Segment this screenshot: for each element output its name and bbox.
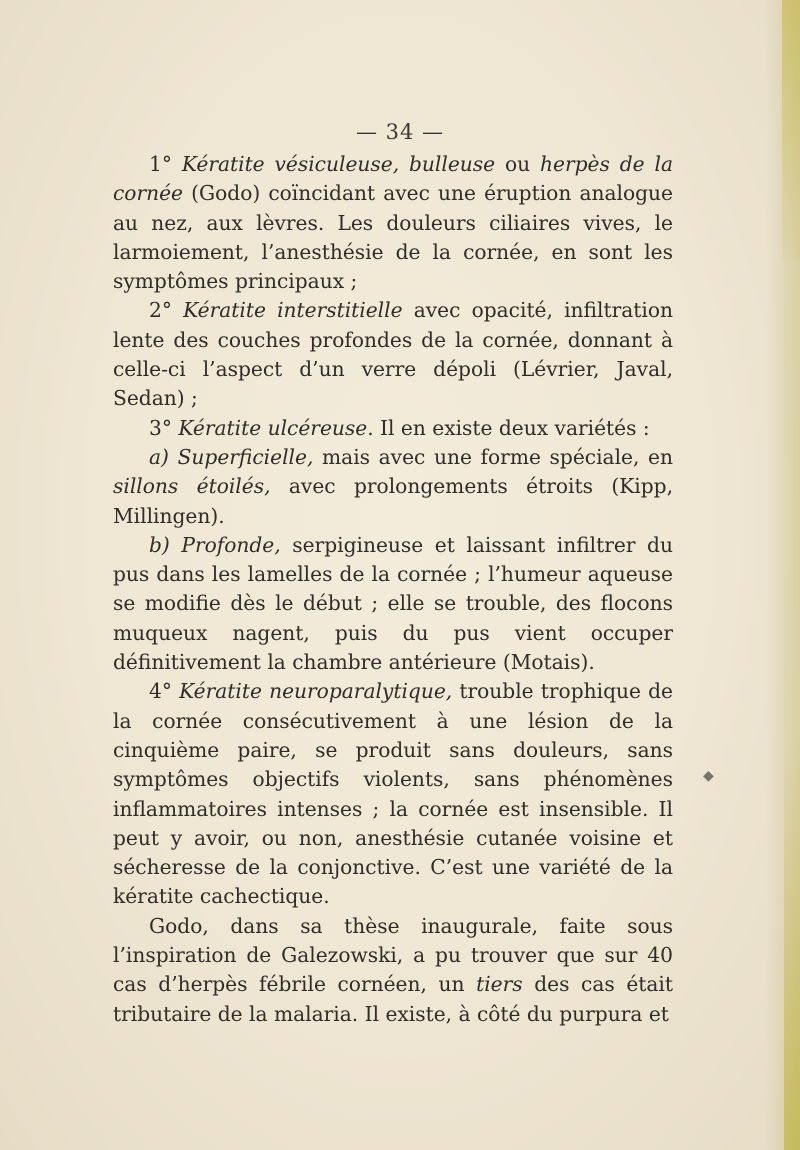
italic-run: a) [149,444,178,469]
text-run: Il en existe deux variétés : [373,415,650,440]
italic-run: Kératite interstitielle [183,298,403,323]
text-run: avec prolongements étroits (Kipp, Millingen). [113,474,674,528]
italic-run: Kératite ulcéreuse. [178,415,374,440]
text-run: 2° [149,298,184,323]
page-edge-stain-bottom [784,730,800,1150]
paragraph [113,531,673,677]
text-run: 3° [149,415,179,440]
paragraph [113,296,673,413]
text-run: serpigineuse et laissant infiltrer du pus dans les lamelles de la cornée ; l’humeur aqueuse se modifie dès le début ; elle se trouble, des flocons muqueux nagent, puis du pus vient occuper définitivement la chambre antérieure (Motais). [113,532,673,675]
paragraph [113,677,673,911]
text-run: ou [495,152,541,176]
text-run: 1° [149,152,182,176]
paragraph [113,443,673,531]
italic-run: Kératite neuroparalytique, [179,679,453,704]
text-run: des cas était tributaire de la malaria. Il existe, à côté du purpura et [113,972,673,1026]
body-text [113,150,673,1029]
ink-speck: ◆ [703,768,714,784]
paragraph [113,414,673,443]
italic-run: herpès de la cornée [113,152,673,206]
text-run: avec opacité, infiltration lente des couches profondes de la cornée, donnant à celle-ci l’aspect d’un verre dépoli (Lévrier, Javal, Sedan) ; [113,298,673,411]
paragraph [113,150,673,296]
text-run: mais avec une forme spéciale, en [313,444,673,469]
italic-run: Superficielle, [177,444,314,469]
text-run: trouble trophique de la cornée consécutivement à une lésion de la cinquième paire, se produit sans douleurs, sans symptômes objectifs violents, sans phénomènes inflammatoires intenses ; la cornée est insensible. Il peut y avoir, ou non, anesthésie cutanée voisine et sécheresse de la conjonctive. C’est une variété de la kératite cachectique. [113,679,673,909]
italic-run: tiers [476,972,523,997]
italic-run: Profonde, [181,532,281,557]
page-number: — 34 — [355,120,445,144]
text-run: (Godo) coïncidant avec une éruption analogue au nez, aux lèvres. Les douleurs ciliaires vives, le larmoiement, l’anesthésie de la cornée, en sont les symptômes principaux ; [113,181,673,294]
italic-run: sillons étoilés, [113,474,271,499]
italic-run: b) [149,532,182,557]
text-run: 4° [149,679,180,704]
paragraph [113,912,673,1029]
text-run: Godo, dans sa thèse inaugurale, faite sous l’inspiration de Galezowski, a pu trouver que sur 40 cas d’herpès fébrile cornéen, un [113,913,673,997]
italic-run: Kératite vésiculeuse, bulleuse [181,152,496,176]
